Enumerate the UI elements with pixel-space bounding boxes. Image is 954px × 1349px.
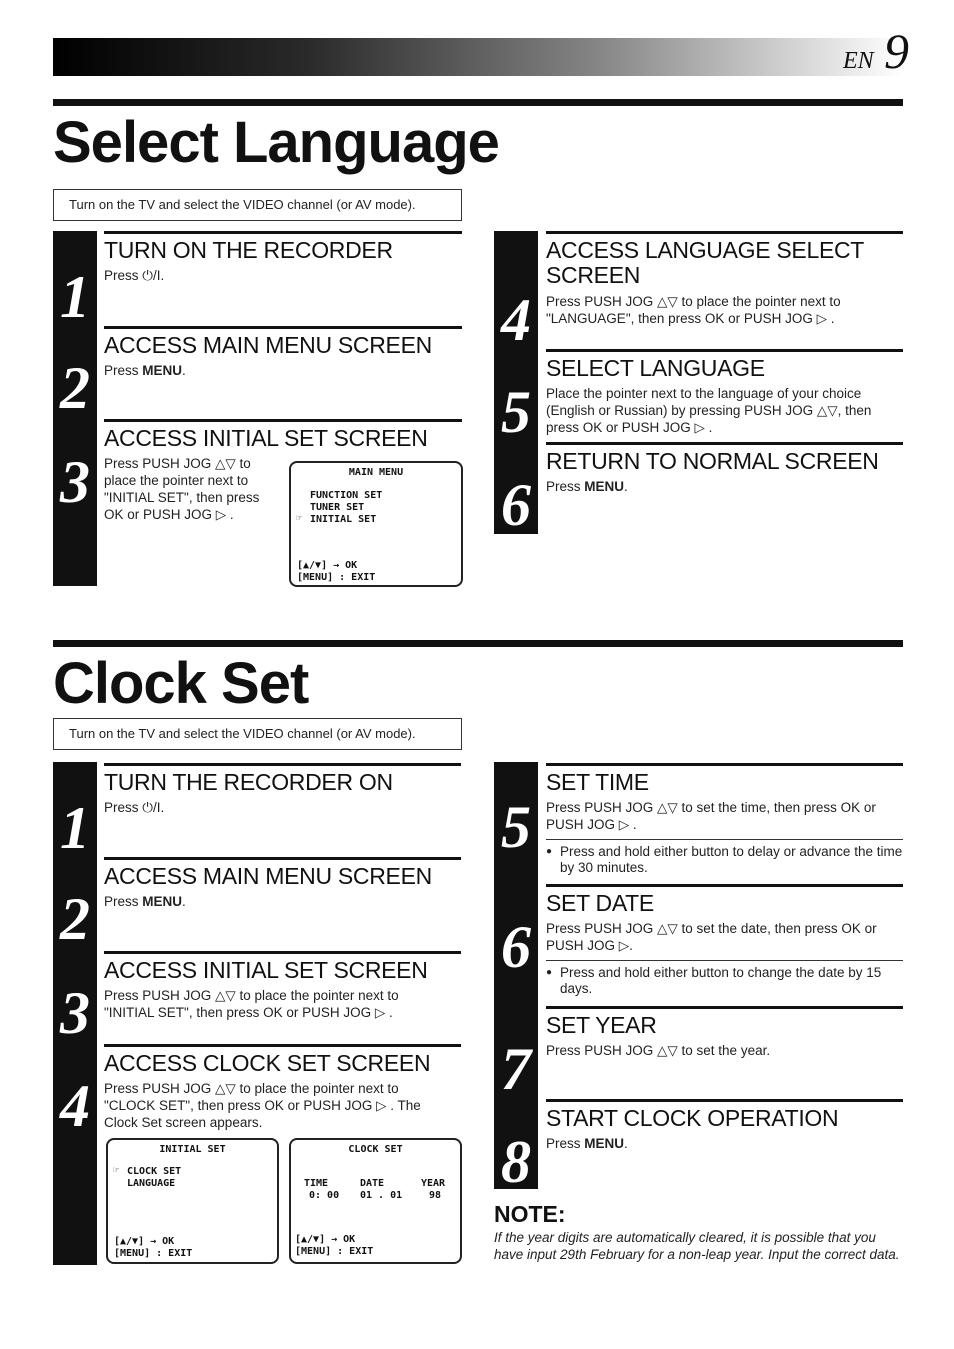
step-title: SELECT LANGUAGE [546, 355, 765, 381]
step-body: Press PUSH JOG △▽ to set the year. [546, 1043, 771, 1059]
intro-box [53, 718, 462, 750]
step-body: Press PUSH JOG △▽ to place the pointer next to "INITIAL SET", then press OK or PUSH JOG ▷ . [104, 456, 260, 523]
osd-time-value: 0: 00 [309, 1190, 340, 1201]
step-set-time [546, 763, 903, 833]
osd-col-year: YEAR [421, 1178, 446, 1189]
intro-box [53, 189, 462, 221]
osd-exit-hint: [MENU] : EXIT [297, 572, 376, 583]
step-start-clock [546, 1099, 903, 1152]
osd-title: INITIAL SET [159, 1144, 226, 1155]
step-turn-on-recorder [104, 231, 462, 284]
osd-title: CLOCK SET [348, 1144, 403, 1155]
step-title: TURN ON THE RECORDER [104, 237, 393, 263]
step-title: ACCESS INITIAL SET SCREEN [104, 425, 428, 451]
step-title: ACCESS CLOCK SET SCREEN [104, 1050, 431, 1076]
divider [546, 839, 903, 840]
step-body: Press MENU. [546, 479, 628, 495]
step-set-year [546, 1006, 903, 1059]
step-title: SET YEAR [546, 1012, 657, 1038]
step-number: 5 [501, 379, 531, 445]
intro-text: Turn on the TV and select the VIDEO channel (or AV mode). [69, 726, 416, 741]
step-title: ACCESS MAIN MENU SCREEN [104, 332, 432, 358]
step-access-main-menu [104, 326, 462, 379]
osd-menu-item: CLOCK SET [127, 1166, 182, 1177]
osd-nav-hint: [▲/▼] → OK [295, 1234, 356, 1245]
step-body: Press MENU. [104, 363, 186, 379]
header-gradient-bar [53, 38, 903, 76]
step-body: Press PUSH JOG △▽ to set the time, then press OK or PUSH JOG ▷ . [546, 800, 876, 833]
osd-col-date: DATE [360, 1178, 385, 1189]
step-return-normal-screen [546, 442, 903, 495]
note-text: If the year digits are automatically cleared, it is possible that you have input 29th February for a non-leap year. Input the correct data. [494, 1230, 900, 1262]
osd-date-value: 01 . 01 [360, 1190, 403, 1201]
osd-menu-item: FUNCTION SET [310, 490, 383, 501]
step-body: Press PUSH JOG △▽ to place the pointer next to "INITIAL SET", then press OK or PUSH JOG ▷ . [104, 988, 399, 1021]
step-select-language [546, 349, 903, 436]
page-language-code: EN [843, 48, 874, 74]
step-number: 8 [501, 1129, 531, 1195]
osd-main-menu-screen [289, 461, 463, 587]
step-body: Press ⏻/I. [104, 268, 165, 284]
step-access-clock-set [104, 1044, 461, 1131]
step-number: 2 [60, 355, 90, 421]
pointer-icon: ☞ [296, 513, 303, 524]
step-number: 6 [501, 914, 531, 980]
osd-menu-item: TUNER SET [310, 502, 365, 513]
step-title: START CLOCK OPERATION [546, 1105, 839, 1131]
step-access-main-menu [104, 857, 461, 910]
step-title: TURN THE RECORDER ON [104, 769, 393, 795]
tip-bullet: ● Press and hold either button to change the date by 15 days. [546, 965, 903, 997]
step-number: 1 [60, 264, 90, 330]
step-turn-recorder-on [104, 763, 461, 816]
step-number: 3 [60, 980, 90, 1046]
intro-text: Turn on the TV and select the VIDEO channel (or AV mode). [69, 197, 416, 212]
step-title: ACCESS LANGUAGE SELECT SCREEN [546, 237, 865, 289]
osd-menu-item: LANGUAGE [127, 1178, 176, 1189]
osd-nav-hint: [▲/▼] → OK [114, 1236, 175, 1247]
step-body: Press MENU. [104, 894, 186, 910]
step-body: Press ⏻/I. [104, 800, 165, 816]
osd-nav-hint: [▲/▼] → OK [297, 560, 358, 571]
step-number: 2 [60, 886, 90, 952]
step-body: Press PUSH JOG △▽ to set the date, then press OK or PUSH JOG ▷. [546, 921, 877, 954]
osd-title: MAIN MENU [348, 467, 404, 478]
osd-initial-set-screen [106, 1138, 279, 1264]
osd-exit-hint: [MENU] : EXIT [295, 1246, 374, 1257]
step-body: Place the pointer next to the language of your choice (English or Russian) by pressing PUSH JOG △▽, then press OK or PUSH JOG ▷ . [546, 386, 872, 436]
step-access-initial-set [104, 951, 461, 1021]
step-number: 4 [60, 1073, 90, 1139]
step-body: Press PUSH JOG △▽ to place the pointer next to "CLOCK SET", then press OK or PUSH JOG ▷ . The Clock Set screen appears. [104, 1081, 421, 1131]
step-number: 3 [60, 449, 90, 515]
section-rule [53, 640, 903, 647]
step-title: ACCESS INITIAL SET SCREEN [104, 957, 428, 983]
step-title: RETURN TO NORMAL SCREEN [546, 448, 879, 474]
step-title: ACCESS MAIN MENU SCREEN [104, 863, 432, 889]
divider [546, 960, 903, 961]
section-rule [53, 99, 903, 106]
step-body: Press PUSH JOG △▽ to place the pointer next to "LANGUAGE", then press OK or PUSH JOG ▷ . [546, 293, 841, 326]
osd-exit-hint: [MENU] : EXIT [114, 1248, 193, 1259]
step-access-language-select [546, 231, 903, 327]
step-title: SET DATE [546, 890, 654, 916]
step-number: 4 [501, 287, 531, 353]
section-title-select-language: Select Language [53, 110, 499, 175]
osd-menu-item: INITIAL SET [310, 514, 377, 525]
page-number: 9 [884, 23, 909, 79]
osd-col-time: TIME [304, 1178, 329, 1189]
step-body: Press MENU. [546, 1136, 628, 1152]
step-number: 1 [60, 795, 90, 861]
pointer-icon: ☞ [113, 1165, 120, 1176]
osd-year-value: 98 [429, 1190, 442, 1201]
power-icon: ⏻/I [142, 800, 161, 816]
power-icon: ⏻/I [142, 268, 161, 284]
step-number: 7 [501, 1036, 531, 1102]
tip-bullet: ● Press and hold either button to delay or advance the time by 30 minutes. [546, 844, 903, 876]
step-number: 6 [501, 472, 531, 538]
section-title-clock-set: Clock Set [53, 651, 309, 716]
step-set-date [546, 884, 903, 954]
osd-clock-set-screen [289, 1138, 462, 1264]
step-title: SET TIME [546, 769, 649, 795]
step-number: 5 [501, 794, 531, 860]
note-heading: NOTE: [494, 1201, 566, 1227]
